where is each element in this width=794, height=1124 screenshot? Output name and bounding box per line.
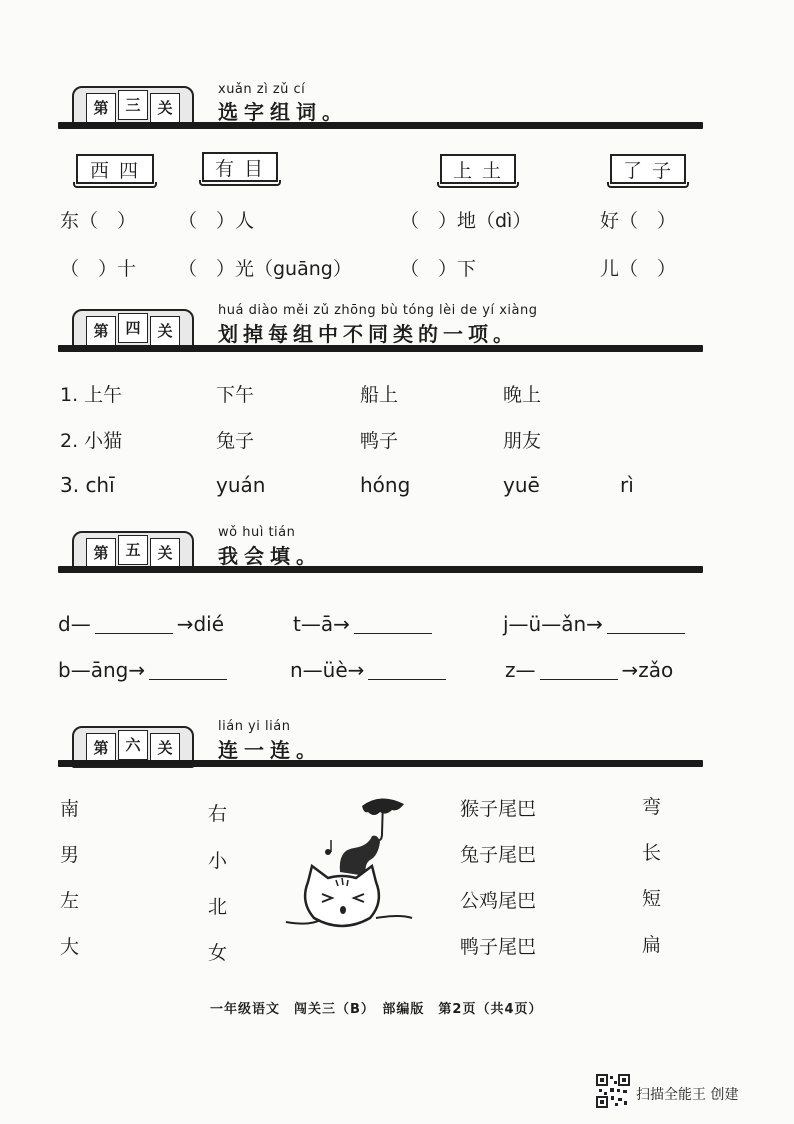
fill-suffix: →zǎo — [621, 658, 674, 682]
badge-char: 第 — [86, 538, 116, 568]
option-item: 鸭子 — [360, 430, 399, 452]
badge-char: 关 — [150, 93, 180, 123]
option-item: 3. chī — [60, 473, 115, 497]
match-item: 公鸡尾巴 — [460, 890, 537, 912]
match-item: 女 — [208, 942, 228, 964]
badge-char: 六 — [118, 730, 148, 760]
match-item: 小 — [208, 850, 228, 872]
blank-item: （ ）十 — [60, 258, 137, 280]
badge-char: 关 — [150, 316, 180, 346]
match-item: 猴子尾巴 — [460, 798, 537, 820]
section6-pinyin: lián yi lián — [218, 719, 291, 734]
fill-prefix: n—üè→ — [290, 658, 365, 682]
blank-item: （ ）光（guāng） — [178, 258, 352, 280]
match-item: 北 — [208, 896, 228, 918]
section5-pinyin: wǒ huì tián — [218, 525, 296, 540]
badge-char: 第 — [86, 93, 116, 123]
section6-bar — [58, 760, 703, 767]
badge-char: 关 — [150, 538, 180, 568]
match-item: 扁 — [642, 934, 662, 956]
section3-title: 选字组词。 — [218, 100, 348, 124]
cat-umbrella-illustration — [280, 790, 420, 950]
option-item: 下午 — [216, 384, 255, 406]
match-item: 南 — [60, 798, 80, 820]
fill-blank[interactable] — [149, 679, 227, 680]
fill-blank[interactable] — [354, 633, 432, 634]
match-item: 短 — [642, 888, 662, 910]
option-item: hóng — [360, 473, 411, 497]
fill-blank[interactable] — [540, 679, 618, 680]
fill-blank[interactable] — [607, 633, 685, 634]
option-item: 船上 — [360, 384, 399, 406]
blank-item: （ ）下 — [400, 258, 477, 280]
match-item: 弯 — [642, 796, 662, 818]
fill-prefix: z— — [505, 658, 536, 682]
fill-item — [503, 612, 689, 636]
match-item: 大 — [60, 936, 80, 958]
blank-item: 儿（ ） — [600, 258, 677, 280]
section3-bar — [58, 122, 703, 129]
option-item: 兔子 — [216, 430, 255, 452]
match-item: 右 — [208, 803, 228, 825]
section4-title: 划掉每组中不同类的一项。 — [218, 322, 518, 346]
option-item: yuē — [503, 473, 540, 497]
fill-blank[interactable] — [95, 633, 173, 634]
fill-prefix: j—ü—ǎn→ — [503, 612, 603, 636]
option-item: 朋友 — [503, 430, 542, 452]
option-item: yuán — [216, 473, 266, 497]
qr-code-icon — [596, 1074, 630, 1108]
page-footer: 一年级语文 闯关三（B） 部编版 第2页（共4页） — [210, 1002, 543, 1017]
fill-item — [290, 658, 450, 682]
blank-item: 好（ ） — [600, 210, 677, 232]
fill-prefix: t—ā→ — [293, 612, 350, 636]
fill-prefix: d— — [58, 612, 91, 636]
word-box: 有目 — [202, 152, 278, 182]
match-item: 左 — [60, 890, 80, 912]
blank-item: 东（ ） — [60, 210, 137, 232]
option-item: 1. 上午 — [60, 384, 123, 406]
fill-item — [293, 612, 436, 636]
badge-char: 三 — [118, 90, 148, 120]
section4-pinyin: huá diào měi zǔ zhōng bù tóng lèi de yí xiàng — [218, 303, 538, 318]
match-item: 兔子尾巴 — [460, 844, 537, 866]
section3-pinyin: xuǎn zì zǔ cí — [218, 82, 306, 97]
fill-item — [58, 612, 224, 636]
badge-char: 四 — [118, 313, 148, 343]
option-item: 2. 小猫 — [60, 430, 123, 452]
badge-char: 第 — [86, 316, 116, 346]
option-item: 晚上 — [503, 384, 542, 406]
match-item: 长 — [642, 842, 662, 864]
section6-title: 连一连。 — [218, 738, 322, 762]
blank-item: （ ）人 — [178, 210, 255, 232]
word-box: 上土 — [440, 154, 516, 184]
match-item: 鸭子尾巴 — [460, 936, 537, 958]
word-box: 西四 — [76, 154, 154, 184]
scanner-watermark: 扫描全能王 创建 — [636, 1087, 739, 1103]
fill-prefix: b—āng→ — [58, 658, 146, 682]
badge-char: 第 — [86, 733, 116, 763]
option-item: rì — [620, 473, 634, 497]
badge-char: 五 — [118, 535, 148, 565]
badge-char: 关 — [150, 733, 180, 763]
section5-bar — [58, 566, 703, 573]
blank-item: （ ）地（dì） — [400, 210, 532, 232]
fill-blank[interactable] — [368, 679, 446, 680]
fill-item — [505, 658, 673, 682]
word-box: 了子 — [610, 154, 686, 184]
fill-suffix: →dié — [176, 612, 225, 636]
fill-item — [58, 658, 231, 682]
match-item: 男 — [60, 844, 80, 866]
section5-title: 我会填。 — [218, 544, 322, 568]
